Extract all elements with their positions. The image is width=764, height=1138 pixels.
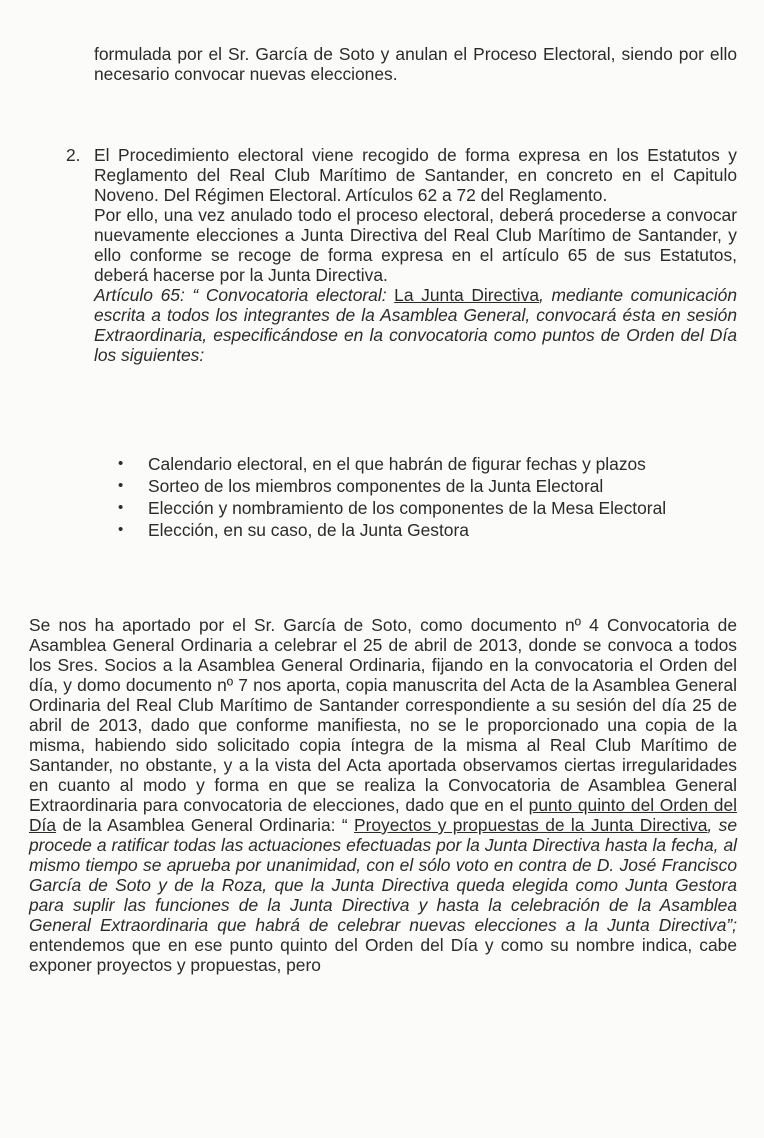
bullet-icon: • <box>118 477 124 494</box>
intro-paragraph: formulada por el Sr. García de Soto y anulan el Proceso Electoral, siendo por ello necesario convocar nuevas elecciones. <box>94 44 737 84</box>
quote-rest: , mediante comunicación escrita a todos los integrantes de la Asamblea General, convocará ésta en sesión Extraordinaria, especificándose en la convocatoria como puntos de Orden del Día los siguientes: <box>94 285 737 365</box>
numbered-item-2 <box>94 145 737 365</box>
main-text-part-1: Se nos ha aportado por el Sr. García de Soto, como documento nº 4 Convocatoria de Asamblea General Ordinaria a celebrar el 25 de abril de 2013, donde se convoca a todos los Sres. Socios a la Asamblea General Ordinaria, fijando en la convocatoria el Orden del día, y domo documento nº 7 nos aporta, copia manuscrita del Acta de la Asamblea General Ordinaria del Real Club Marítimo de Santander correspondiente a su sesión del día 25 de abril de 2013, dado que conforme manifiesta, no se le proporcionado una copia de la misma, habiendo sido solicitado copia íntegra de la misma al Real Club Marítimo de Santander, no obstante, y a la vista del Acta aportada observamos ciertas irregularidades en cuanto al modo y forma en que se realiza la Convocatoria de Asamblea General Extraordinaria para convocatoria de elecciones, dado que en el <box>29 615 737 815</box>
agenda-bullet-list <box>118 454 738 542</box>
main-paragraph <box>29 615 737 975</box>
italic-quote: , se procede a ratificar todas las actuaciones efectuadas por la Junta Directiva hasta la fecha, al mismo tiempo se aprueba por unanimidad, con el sólo voto en contra de D. José Francisco García de Soto y de la Roza, que la Junta Directiva queda elegida como Junta Gestora para suplir las funciones de la Junta Directiva y hasta la celebración de la Asamblea General Extraordinaria que habrá de celebrar nuevas elecciones a la Junta Directiva”; <box>29 815 738 935</box>
bullet-icon: • <box>118 499 124 516</box>
list-item: • Sorteo de los miembros componentes de la Junta Electoral <box>118 476 604 496</box>
item2-paragraph-2: Por ello, una vez anulado todo el proceso electoral, deberá procederse a convocar nuevamente elecciones a Junta Directiva del Real Club Marítimo de Santander, y ello conforme se recoge de forma expresa en el artículo 65 de sus Estatutos, deberá hacerse por la Junta Directiva. <box>94 205 737 285</box>
underlined-agenda-item: punto quinto del Orden del Día <box>29 795 737 835</box>
bullet-icon: • <box>118 455 124 472</box>
list-item: • Elección, en su caso, de la Junta Gestora <box>118 520 469 540</box>
underlined-agenda-title: Proyectos y propuestas de la Junta Directiva <box>354 815 708 835</box>
quote-lead: Artículo 65: “ Convocatoria electoral: <box>94 285 395 305</box>
list-item: • Calendario electoral, en el que habrán de figurar fechas y plazos <box>118 454 646 474</box>
list-number-2: 2. <box>66 145 81 165</box>
quote-underlined-term: La Junta Directiva <box>394 285 539 305</box>
list-item: • Elección y nombramiento de los componentes de la Mesa Electoral <box>118 498 667 518</box>
article-65-quote <box>94 285 737 365</box>
main-text-part-3: entendemos que en ese punto quinto del Orden del Día y como su nombre indica, cabe exponer proyectos y propuestas, pero <box>29 935 737 975</box>
main-text-part-2: de la Asamblea General Ordinaria: “ <box>56 815 354 835</box>
item2-paragraph-1: El Procedimiento electoral viene recogido de forma expresa en los Estatutos y Reglamento del Real Club Marítimo de Santander, en concreto en el Capitulo Noveno. Del Régimen Electoral. Artículos 62 a 72 del Reglamento. <box>94 145 737 205</box>
bullet-icon: • <box>118 521 124 538</box>
